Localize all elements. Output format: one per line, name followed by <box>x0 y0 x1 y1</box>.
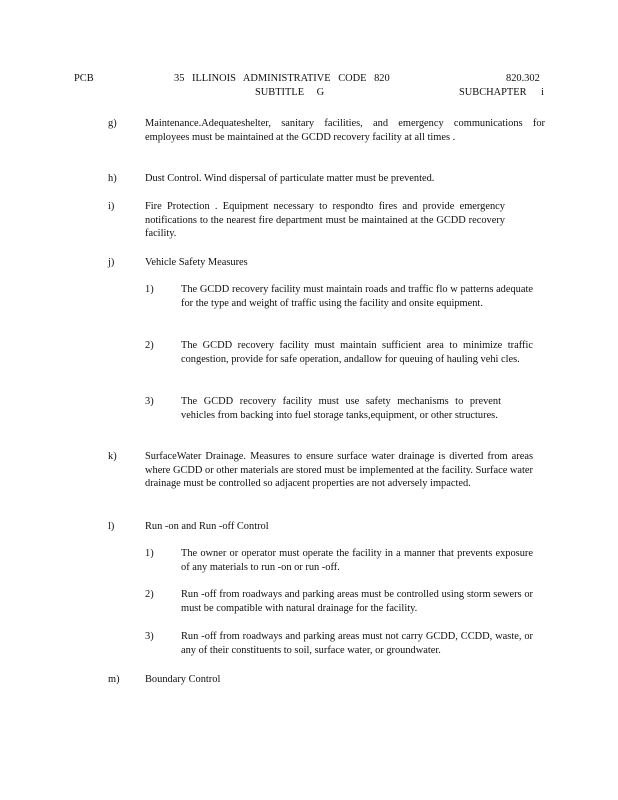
item-text-congestion: The GCDD recovery facility must maintain sufficient area to minimize traffic congestion, provide for safe operation, andallow for queuing of hauling vehi cles. <box>181 340 533 365</box>
section-text-fire-protection: Fire Protection . Equipment necessary to respondto fires and provide emergency notifications to the nearest fire department must be maintained at the GCDD recovery facility. <box>145 201 505 240</box>
item-text-exposure: The owner or operator must operate the facility in a manner that prevents exposure of any materials to run -on or run -off. <box>181 548 533 573</box>
section-label: g) <box>108 118 117 129</box>
item-label: 2) <box>145 340 154 351</box>
section-label: h) <box>108 173 117 184</box>
item-text-roads: The GCDD recovery facility must maintain roads and traffic flo w patterns adequate for the type and weight of traffic using the facility and onsite equipment. <box>181 284 533 309</box>
header-code-title: 35 ILLINOIS ADMINISTRATIVE CODE 820 <box>174 73 390 84</box>
header-subtitle: SUBTITLE G <box>255 87 325 98</box>
section-heading-boundary-control: Boundary Control <box>145 674 221 685</box>
header-section-number: 820.302 <box>506 73 540 84</box>
section-label: m) <box>108 674 120 685</box>
item-text-roadway-runoff: Run -off from roadways and parking areas must be controlled using storm sewers or must be compatible with natural drainage for the facility. <box>181 589 533 614</box>
section-label: i) <box>108 201 115 212</box>
section-label: k) <box>108 451 117 462</box>
item-label: 3) <box>145 631 154 642</box>
section-heading-run-on-run-off: Run -on and Run -off Control <box>145 521 269 532</box>
section-text-maintenance: Maintenance.Adequateshelter, sanitary facilities, and emergency communications for employees must be maintained at the GCDD recovery facility at all times . <box>145 118 545 143</box>
section-label: j) <box>108 257 115 268</box>
header-agency: PCB <box>74 73 94 84</box>
item-label: 3) <box>145 396 154 407</box>
section-label: l) <box>108 521 115 532</box>
item-label: 1) <box>145 548 154 559</box>
item-label: 2) <box>145 589 154 600</box>
item-text-constituents: Run -off from roadways and parking areas must not carry GCDD, CCDD, waste, or any of their constituents to soil, surface water, or groundwater. <box>181 631 533 656</box>
item-label: 1) <box>145 284 154 295</box>
section-text-surface-water: SurfaceWater Drainage. Measures to ensure surface water drainage is diverted from areas where GCDD or other materials are stored must be implemented at the facility. Surface water drainage must be controlled so adjacent properties are not adversely impacted. <box>145 451 533 490</box>
item-text-safety-mechanisms: The GCDD recovery facility must use safety mechanisms to prevent vehicles from backing into fuel storage tanks,equipment, or other structures. <box>181 396 501 421</box>
section-text-dust-control: Dust Control. Wind dispersal of particulate matter must be prevented. <box>145 173 435 184</box>
section-heading-vehicle-safety: Vehicle Safety Measures <box>145 257 248 268</box>
header-subchapter: SUBCHAPTER i <box>459 87 545 98</box>
